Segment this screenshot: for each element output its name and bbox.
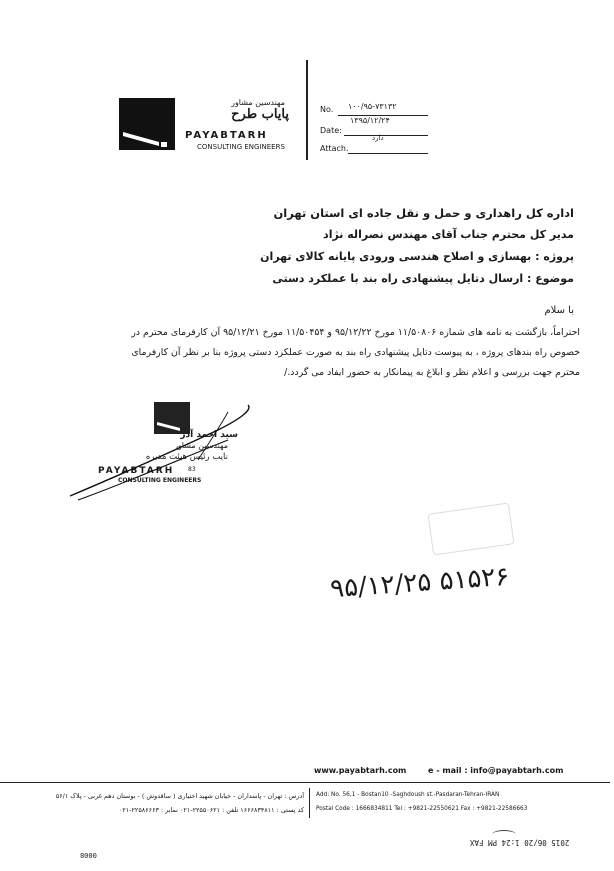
signature-title: نایب رئیس هیئت مدیره [145, 452, 228, 462]
letter-greeting: با سلام [544, 305, 574, 316]
letter-body-line-1: احتراماً، بازگشت به نامه های شماره ۱۱/۵۰۸۰۶ مورخ ۹۵/۱۲/۲۲ و ۱۱/۵۰۴۵۴ مورخ ۹۵/۱۲/۲۱ آن کارفرمای محترم در [131, 327, 580, 338]
letter-body-line-2: خصوص راه بندهای پروژه ، به پیوست دتایل پیشنهادی راه بند به صورت عملکرد دستی پروژه بنا بر نظر آن کارفرمای [131, 347, 580, 358]
ref-attach-line [348, 153, 428, 154]
company-tagline-en: CONSULTING ENGINEERS [197, 143, 285, 151]
ref-date-label: Date: [320, 126, 342, 135]
footer-postcode-en: Postal Code : 1666834811 Tel : +9821-22550621 Fax : +9821-22586663 [316, 806, 528, 812]
bottom-page-mark: 0008 [80, 851, 97, 859]
company-name-fa: پایاب طرح [231, 107, 289, 122]
signature-block [68, 400, 268, 510]
footer-email: e - mail : info@payabtarh.com [428, 766, 564, 775]
ref-attach-value: دارد [372, 134, 384, 142]
footer-website: www.payabtarh.com [314, 766, 407, 775]
fax-header: 2015 06/20 1:24 PM FAX [470, 838, 570, 847]
letter-body-line-3: محترم جهت بررسی و اعلام نظر و ابلاغ به پیمانکار به حضور ایفاد می گردد./ [284, 367, 580, 378]
stamp-name-en: PAYABTARH [98, 466, 175, 476]
fax-mark [492, 830, 516, 839]
stamp-tagline-en: CONSULTING ENGINEERS [118, 477, 202, 484]
company-name-fa-small: مهندسین مشاور [231, 98, 285, 107]
ref-attach-label: Attach. [320, 144, 349, 153]
letter-recipient: اداره کل راهداری و حمل و نقل جاده ای استان تهران [273, 206, 574, 220]
footer-address-fa: آدرس : تهران - پاسداران - خیابان شهید اختیاری ( ساقدوش ) - بوستان دهم غربی - پلاک ۵۶/۱ [55, 792, 304, 800]
stamp-number: 83 [188, 466, 196, 473]
company-name-en: PAYABTARH [185, 130, 268, 141]
ref-no-value: ۱۰۰/۹۵-۷۳۱۳۲ [348, 102, 397, 111]
ref-date-line [344, 135, 428, 136]
company-logo [119, 98, 175, 150]
footer-divider [309, 788, 310, 818]
footer-address-en: Add: No. 56,1 - Bostan10 -Saghdoush st.-Pasdaran-Tehran-IRAN [316, 792, 500, 798]
letter-attention: مدیر کل محترم جناب آقای مهندس نصراله نژاد [323, 228, 574, 241]
signature-name: سید احمد آذر [180, 430, 238, 440]
ref-date-value: ۱۳۹۵/۱۲/۲۴ [350, 116, 390, 125]
reference-block [320, 100, 430, 160]
letter-project: پروژه : بهسازی و اصلاح هندسی ورودی پایانه کالای تهران [260, 250, 574, 263]
footer-rule [0, 782, 610, 783]
footer-postcode-fa: کد پستی : ۱۶۶۶۸۳۴۸۱۱ تلفن : ۲۲۵۵۰۶۲۱-۰۲۱ نمابر : ۲۲۵۸۶۶۶۳-۰۲۱ [118, 806, 304, 814]
letter-subject: موضوع : ارسال دتایل پیشنهادی راه بند با عملکرد دستی [272, 272, 574, 285]
letterhead [115, 90, 300, 160]
signature-company: مهندسین مشاور [174, 441, 228, 450]
handwritten-receipt-note: ۹۵/۱۲/۲۵ ۵۱۵۲۶ [329, 561, 511, 605]
signature-scribble [68, 400, 268, 510]
header-divider [306, 60, 308, 160]
ref-no-label: No. [320, 105, 334, 114]
receipt-stamp [427, 502, 514, 555]
